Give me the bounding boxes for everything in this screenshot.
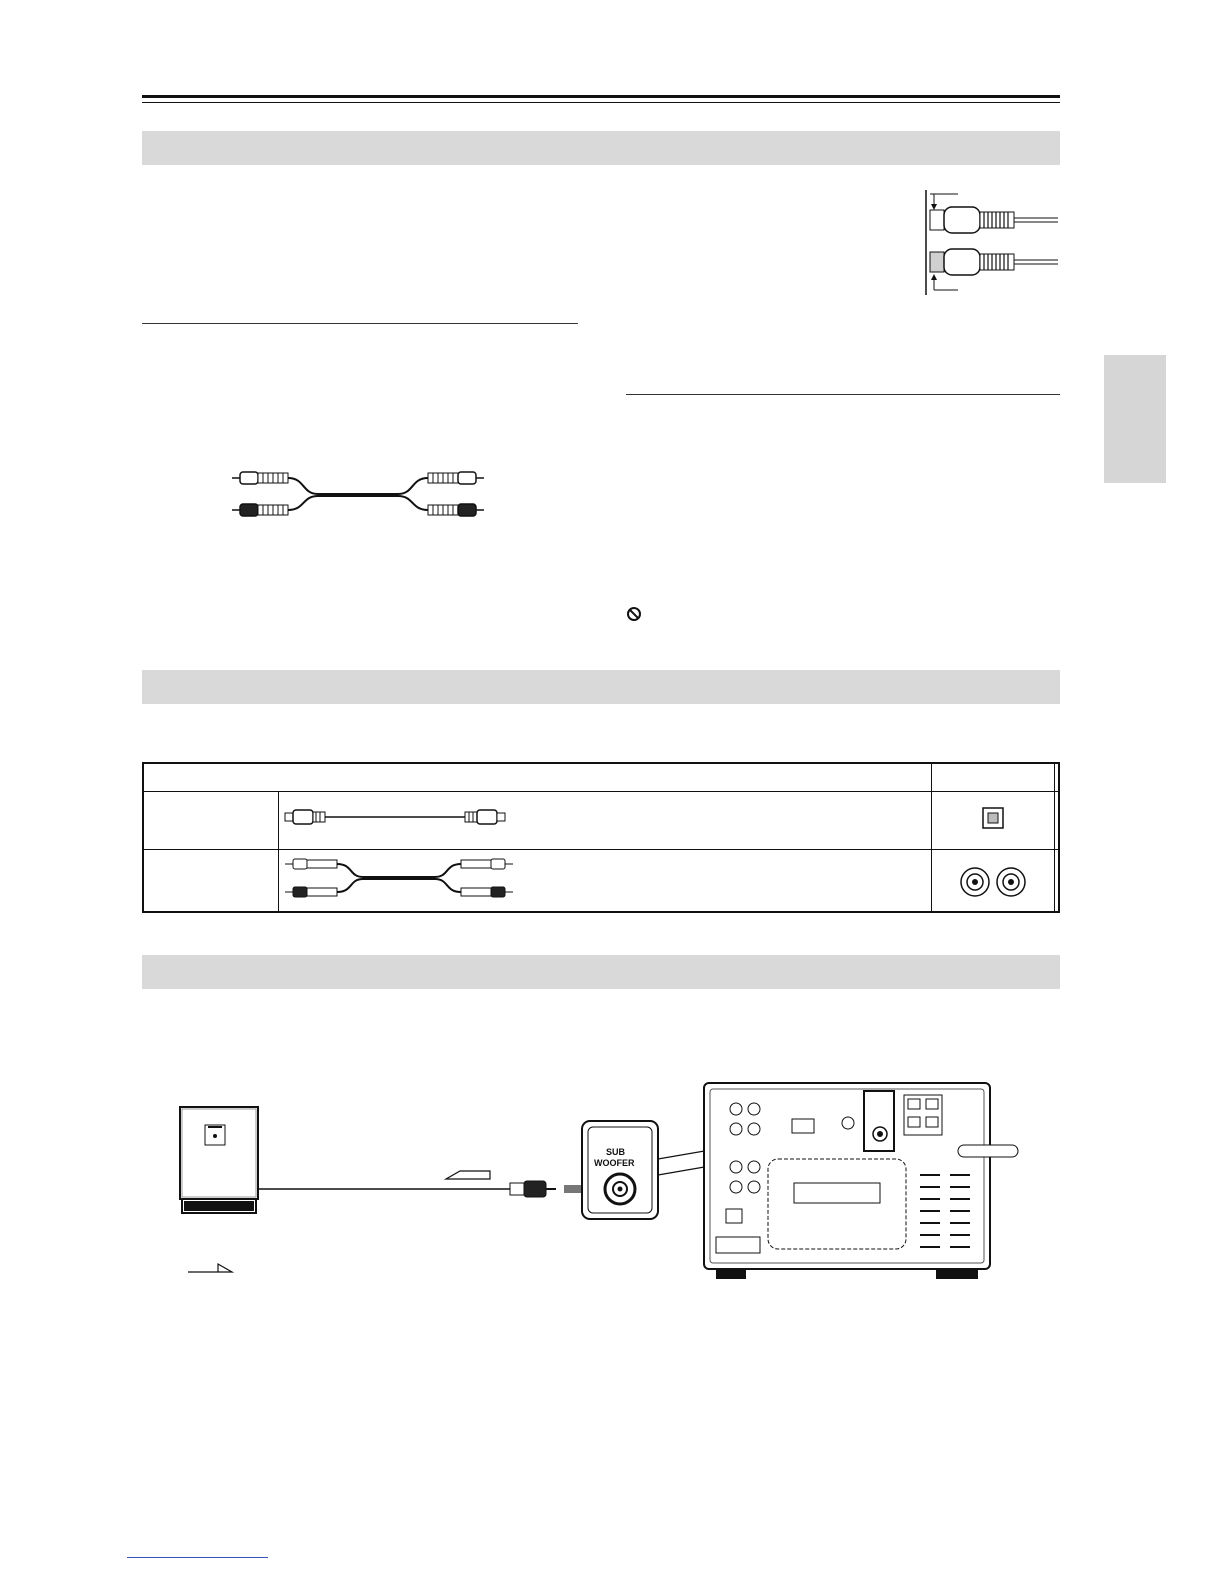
table-header-jack (932, 763, 1055, 792)
table-cell-jack (932, 850, 1055, 913)
table-row (143, 850, 1059, 913)
header-rule-thin (142, 102, 1060, 103)
table-header-description (1055, 763, 1059, 792)
section-bar-3 (142, 955, 1060, 989)
sub-label-line2: WOOFER (594, 1158, 635, 1168)
section-bar-1 (142, 131, 1060, 165)
footer-link-underline[interactable] (127, 1557, 268, 1558)
subsection-rule-left (142, 323, 578, 324)
table-cell-jack (932, 792, 1055, 850)
subwoofer-icon (180, 1107, 258, 1213)
rca-plug-icon (918, 190, 1058, 295)
table-header-row (143, 763, 1059, 792)
sub-label-line1: SUB (606, 1147, 626, 1157)
table-cell-cable (279, 792, 932, 850)
table-cell-name (143, 792, 279, 850)
header-rule-heavy (142, 95, 1060, 98)
subwoofer-connection-diagram (160, 1075, 1030, 1295)
rca-cable-icon (279, 850, 519, 906)
subsection-rule-right (626, 394, 1060, 395)
table-cell-description (1055, 792, 1059, 850)
prohibit-icon (626, 606, 642, 622)
rca-cable-icon (230, 466, 486, 522)
section-bar-2 (142, 670, 1060, 704)
table-header-cable (143, 763, 932, 792)
table-cell-name (143, 850, 279, 913)
table-cell-cable (279, 850, 932, 913)
optical-cable-icon (279, 798, 519, 838)
receiver-rear-icon (704, 1083, 1018, 1279)
side-tab[interactable] (1104, 355, 1166, 483)
table-row (143, 792, 1059, 850)
connection-table (142, 762, 1060, 913)
table-cell-description (1055, 850, 1059, 913)
subwoofer-jack-panel (582, 1121, 658, 1219)
rca-jack-icon (953, 858, 1033, 898)
optical-jack-icon (978, 803, 1008, 833)
arrow-icon (446, 1171, 490, 1179)
